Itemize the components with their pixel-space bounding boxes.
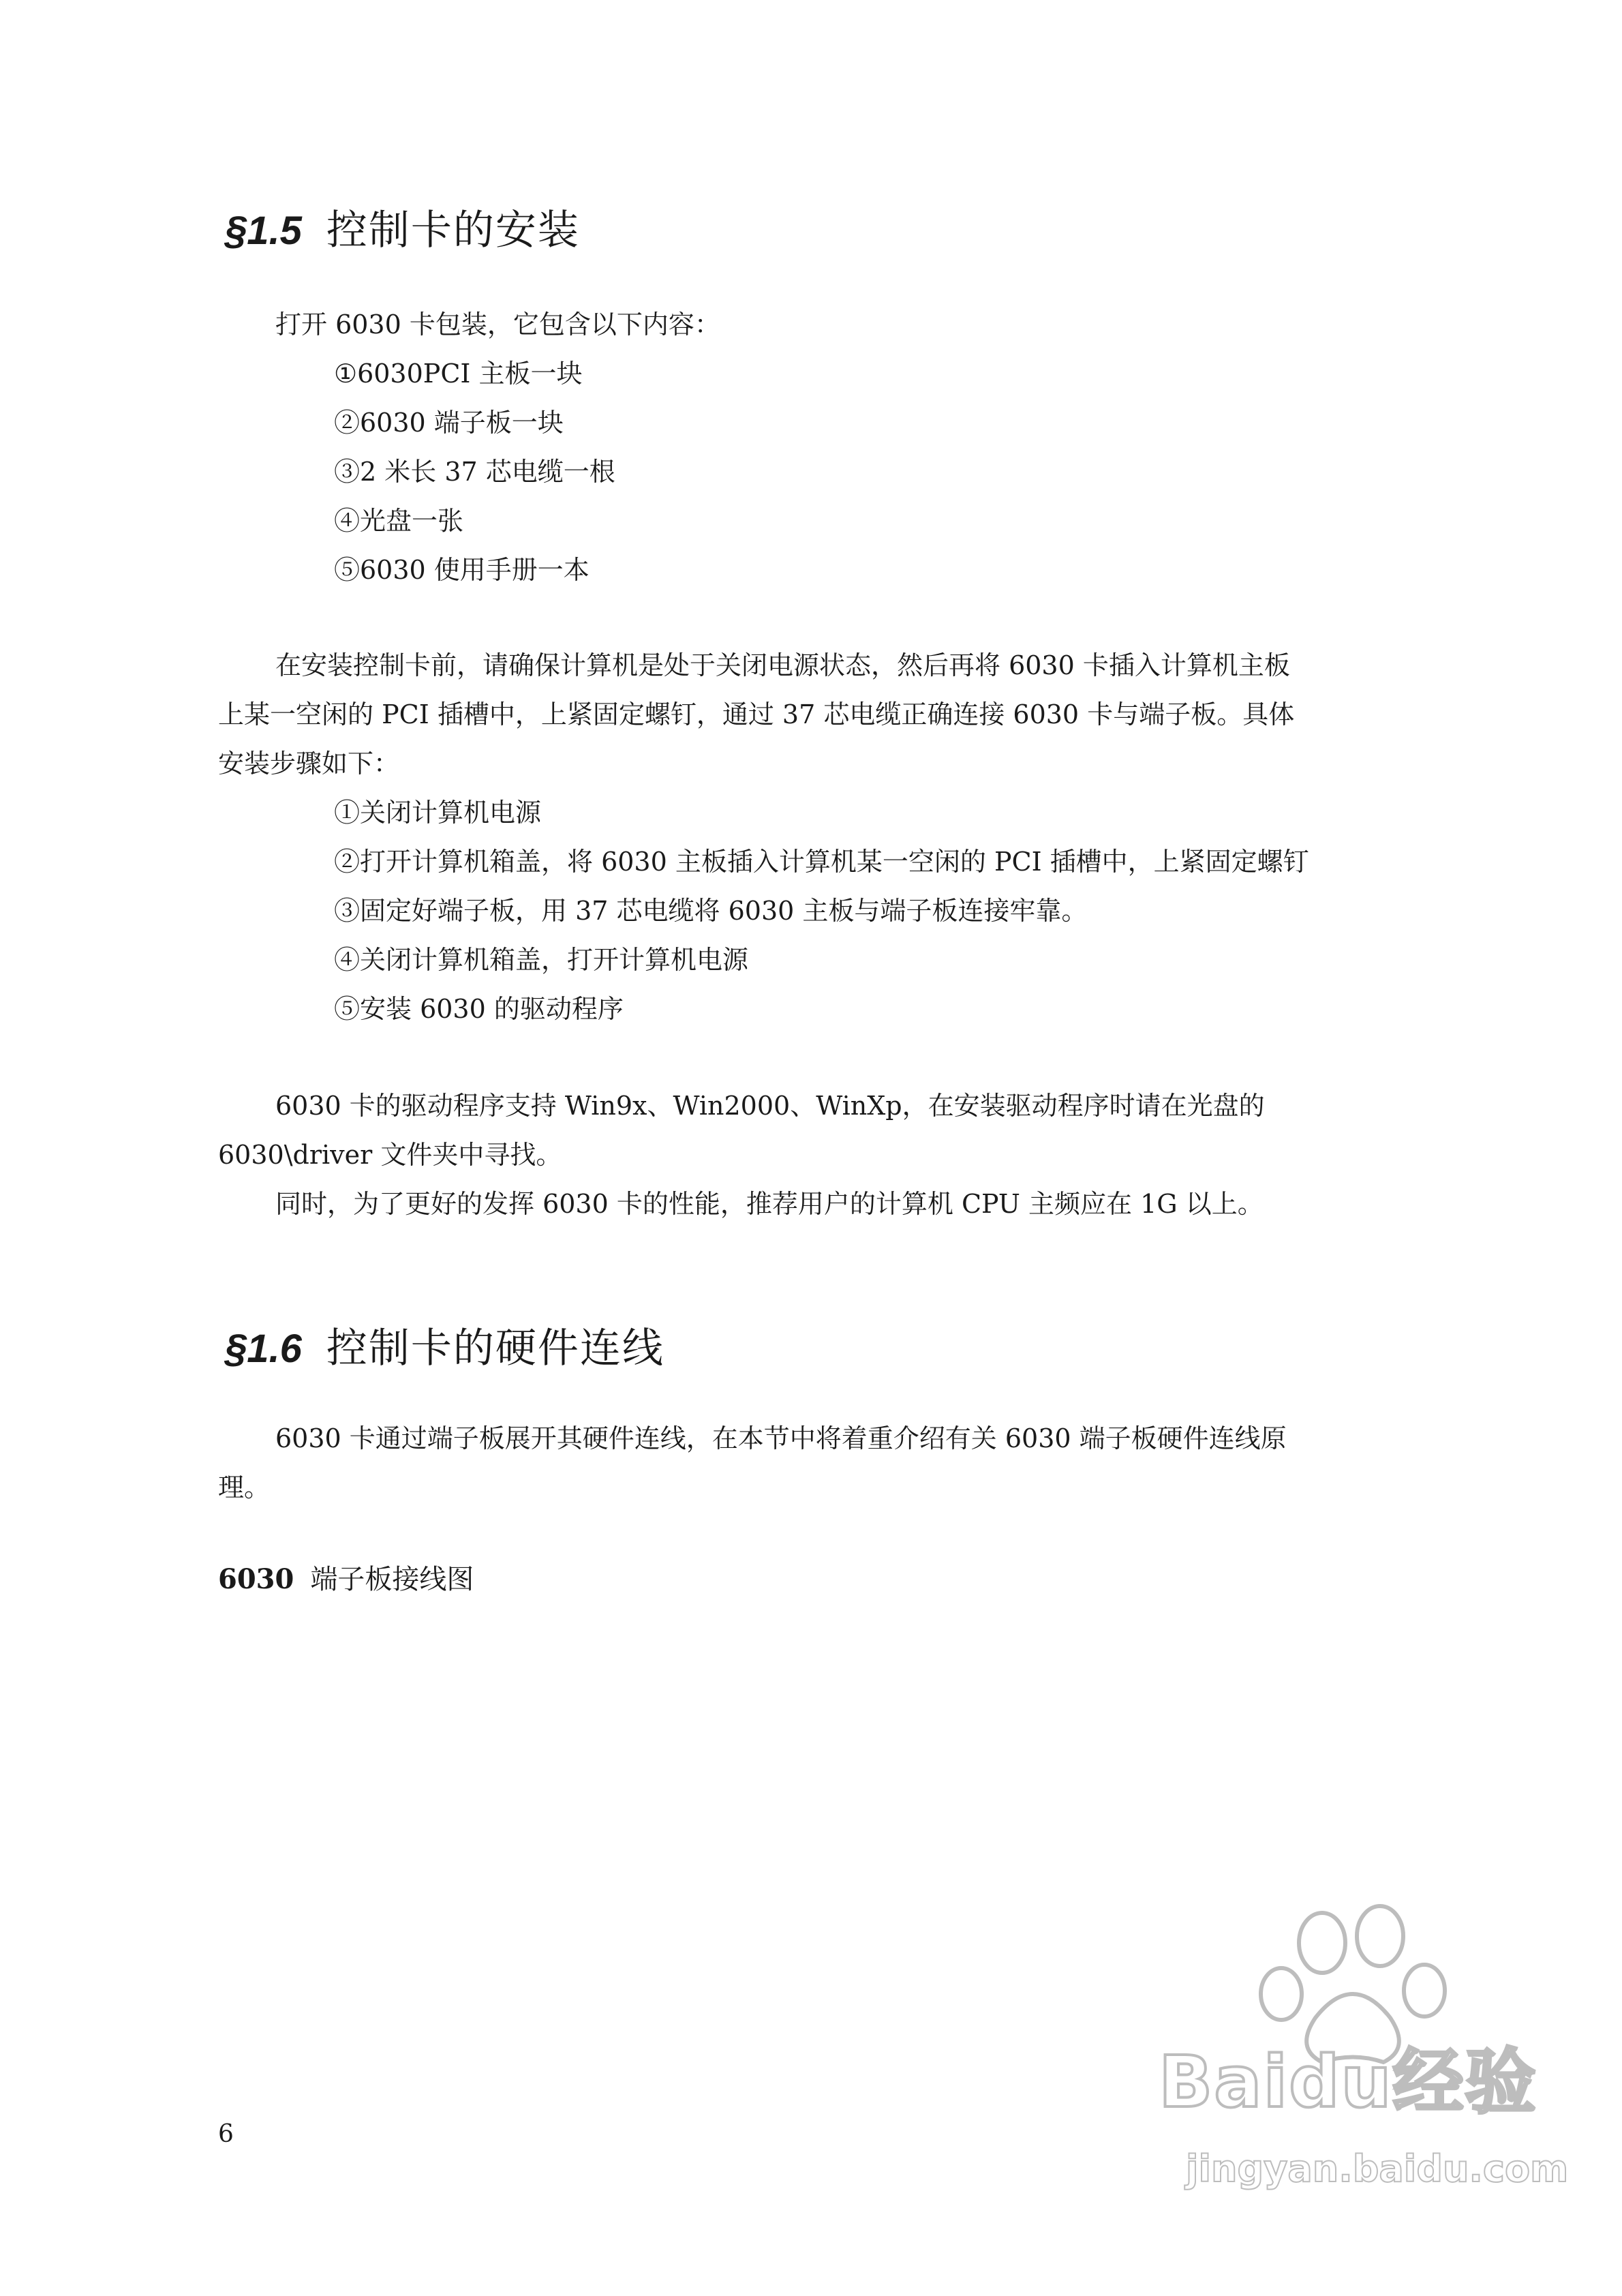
paragraph-line: 理。 [218,1472,271,1502]
list-item: ②打开计算机箱盖，将 6030 主板插入计算机某一空闲的 PCI 插槽中，上紧固定螺钉 [334,847,1309,877]
section-1-5-heading [225,198,580,256]
package-intro-paragraph [218,300,1377,349]
install-paragraph [218,641,1377,788]
package-contents-list [334,349,615,594]
paragraph-line: 安装步骤如下： [218,749,400,779]
list-item: ③2 米长 37 芯电缆一根 [334,457,615,487]
list-item: ④关闭计算机箱盖，打开计算机电源 [334,945,749,975]
watermark-url: jingyan.baidu.com [1186,2147,1569,2190]
figure-caption-text: 端子板接线图 [310,1564,474,1595]
section-1-6-number: §1.6 [225,1327,302,1371]
section-1-6-heading [225,1316,664,1374]
paragraph-line: 在安装控制卡前，请确保计算机是处于关闭电源状态，然后再将 6030 卡插入计算机主板 [275,650,1290,680]
section-1-5-title: 控制卡的安装 [326,207,580,254]
driver-paragraph [218,1081,1377,1228]
package-intro-text: 打开 6030 卡包装，它包含以下内容： [275,309,720,339]
baidu-watermark [1159,1902,1581,2256]
cpu-note: 同时，为了更好的发挥 6030 卡的性能，推荐用户的计算机 CPU 主频应在 1G 以上。 [275,1189,1264,1219]
install-steps-list [334,788,1309,1033]
paragraph-line: 6030 卡的驱动程序支持 Win9x、Win2000、WinXp，在安装驱动程序时请在光盘的 [275,1091,1265,1121]
section-1-5-number: §1.5 [225,209,302,253]
figure-caption-number: 6030 [218,1563,294,1595]
figure-caption [218,1558,474,1597]
page-number: 6 [218,2120,234,2148]
section-1-6-title: 控制卡的硬件连线 [326,1325,664,1372]
list-item: ③固定好端子板，用 37 芯电缆将 6030 主板与端子板连接牢靠。 [334,896,1088,926]
list-item: ⑤安装 6030 的驱动程序 [334,994,624,1024]
list-item: ⑤6030 使用手册一本 [334,555,590,585]
paragraph-line: 上某一空闲的 PCI 插槽中，上紧固定螺钉，通过 37 芯电缆正确连接 6030 卡与端子板。具体 [218,699,1295,729]
list-item: ②6030 端子板一块 [334,408,564,438]
paragraph-line: 6030\driver 文件夹中寻找。 [218,1140,562,1170]
watermark-brand: Baidu经验 [1159,2040,1537,2124]
list-item: ④光盘一张 [334,506,464,536]
list-item: ①关闭计算机电源 [334,798,542,828]
paragraph-line: 6030 卡通过端子板展开其硬件连线，在本节中将着重介绍有关 6030 端子板硬件连线原 [275,1423,1287,1453]
list-item: ①6030PCI 主板一块 [334,359,583,389]
wiring-paragraph [218,1414,1377,1512]
